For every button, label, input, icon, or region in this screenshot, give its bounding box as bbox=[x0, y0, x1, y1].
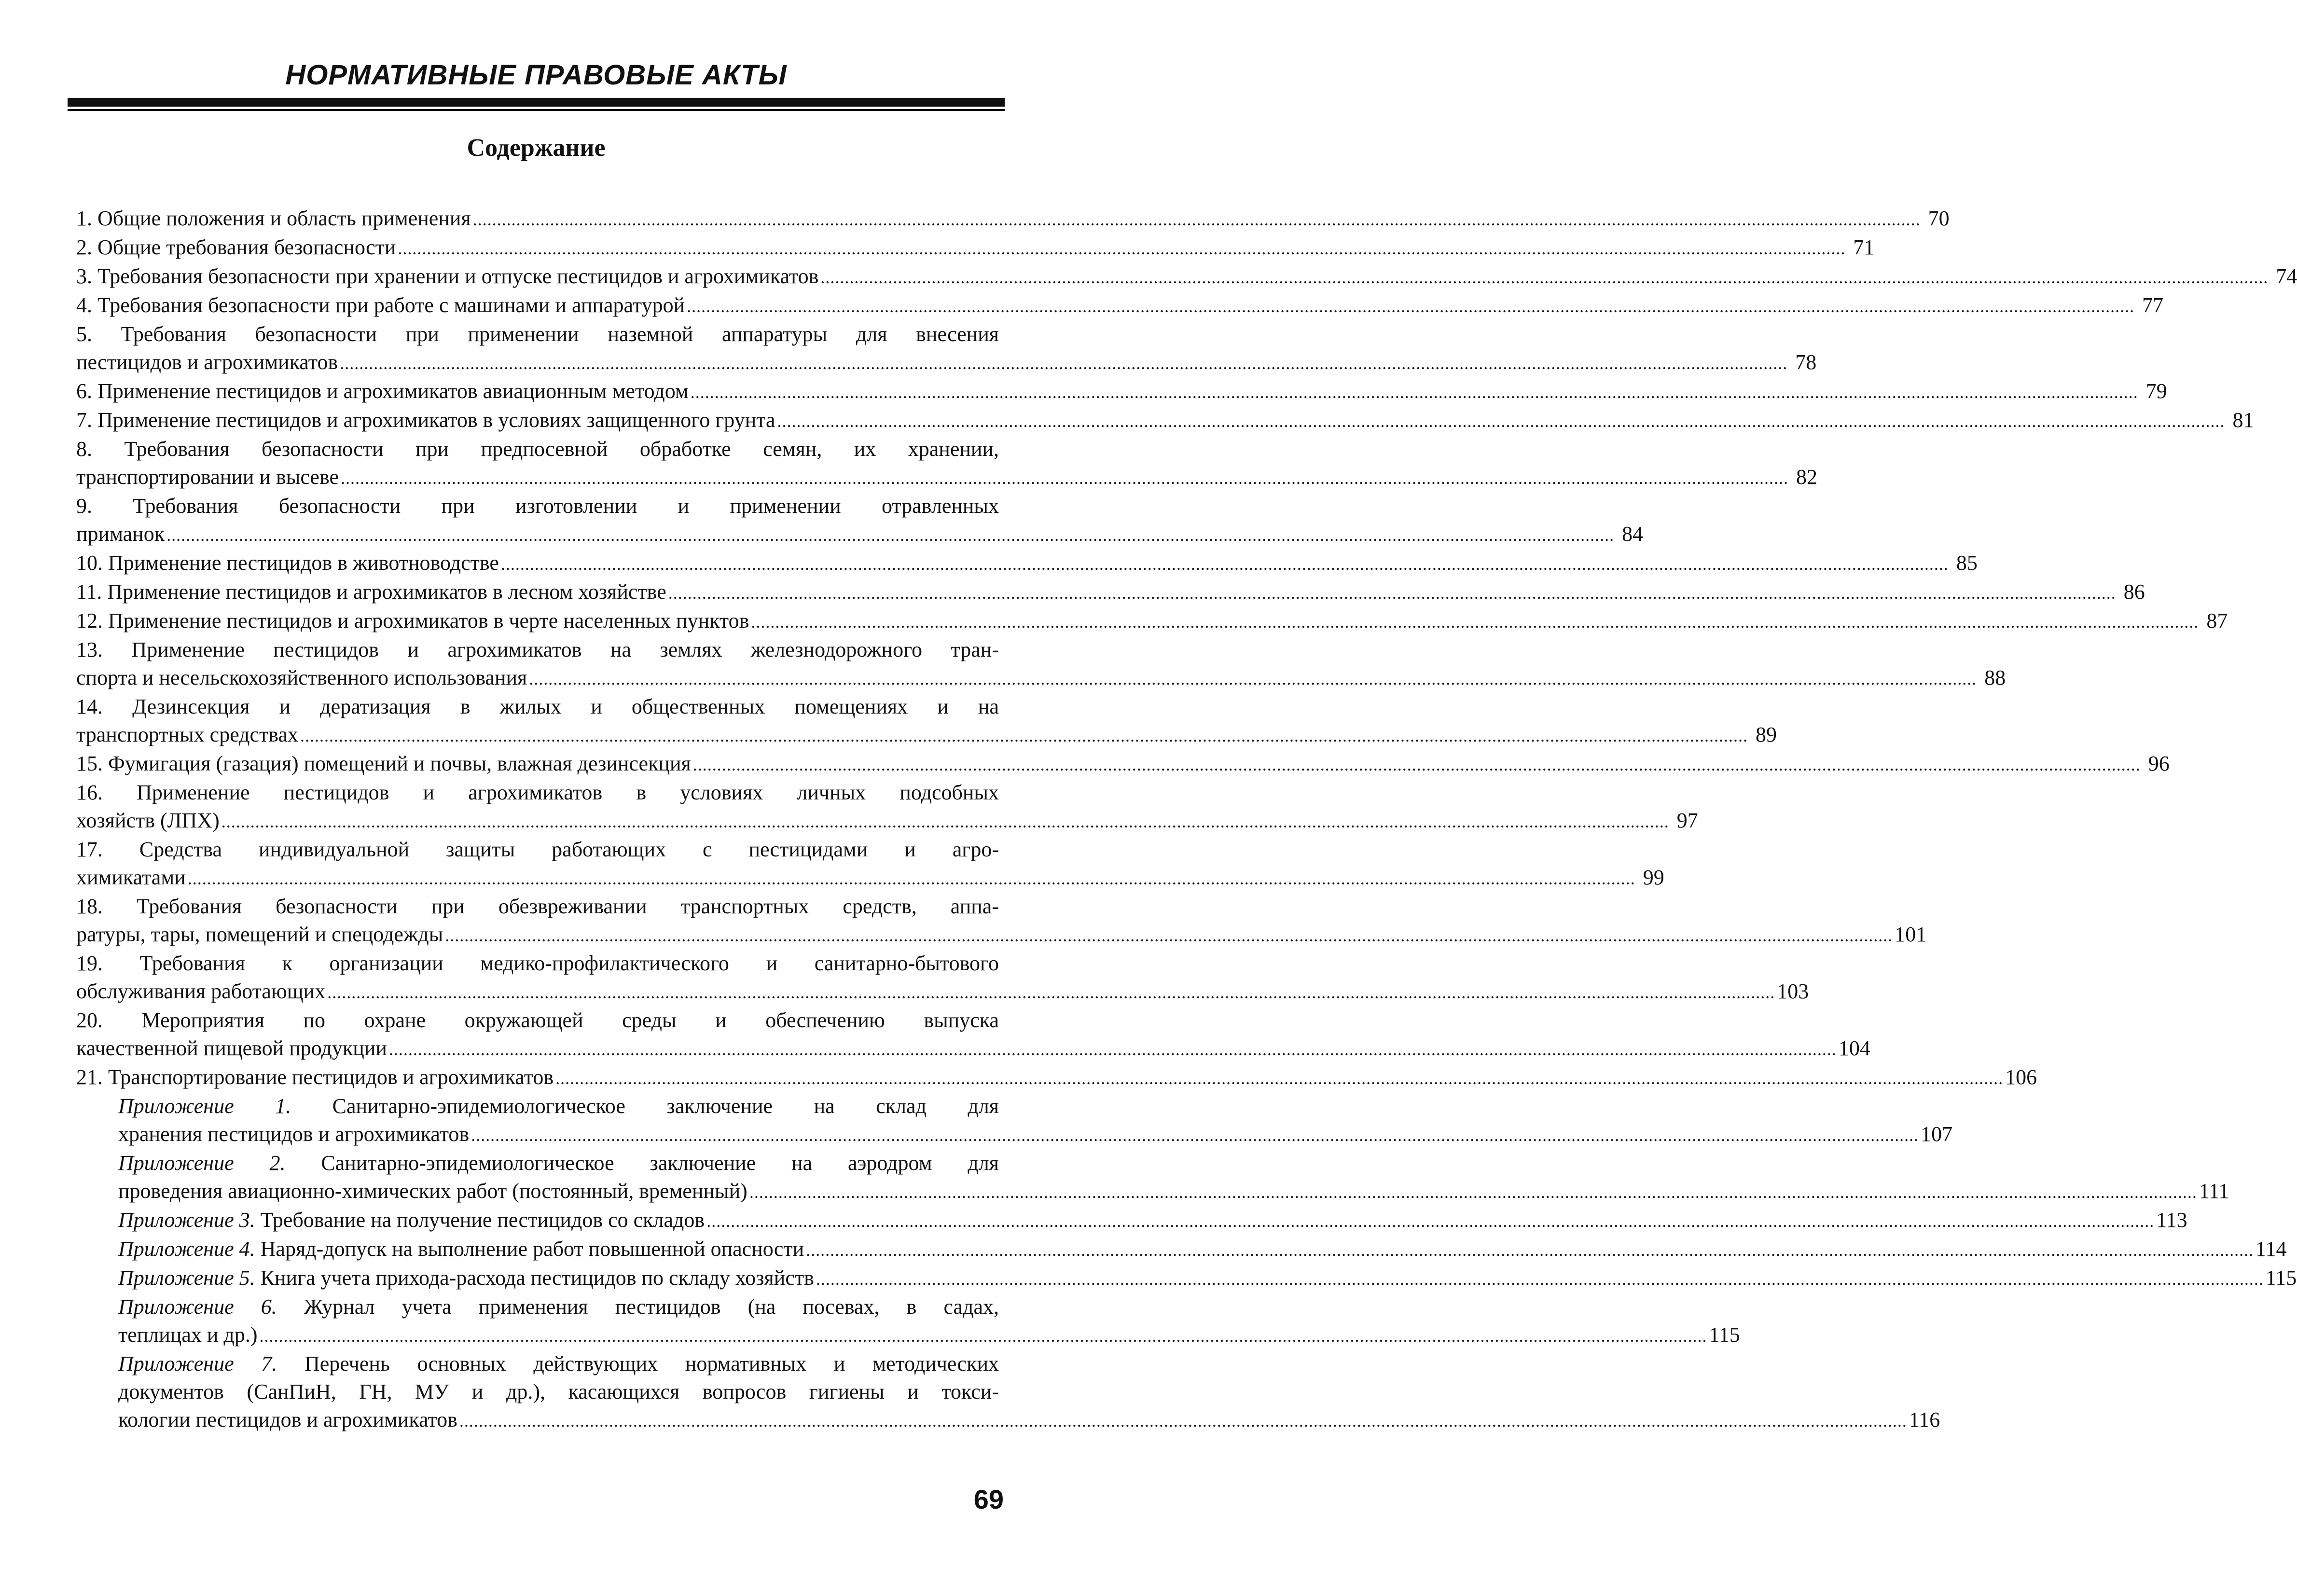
toc-appendix-entry bbox=[76, 1206, 2187, 1235]
toc-entry-last-line bbox=[118, 1264, 2297, 1293]
toc-page-number: 103 bbox=[1777, 979, 1809, 1003]
toc-entry-last-line bbox=[76, 864, 1664, 893]
toc-entry bbox=[76, 205, 1950, 234]
appendix-label: Приложение 6. bbox=[118, 1295, 277, 1319]
toc-entry-text-line bbox=[76, 893, 999, 921]
toc-page-number: 81 bbox=[2232, 408, 2254, 432]
toc-entry bbox=[76, 779, 1698, 836]
toc-entry-text: приманок bbox=[76, 522, 165, 546]
toc-entry-text: 6. Применение пестицидов и агрохимикатов авиационным методом bbox=[76, 379, 689, 403]
toc-page-number: 114 bbox=[2255, 1237, 2287, 1261]
appendix-label: Приложение 5. bbox=[118, 1266, 255, 1290]
dot-leader: ............................................................................................................................................................................................................................................................................................................ bbox=[820, 268, 2269, 287]
toc-entry-last-line bbox=[76, 807, 1698, 836]
toc-entry bbox=[76, 262, 2297, 291]
toc-entry-text: спорта и несельскохозяйственного использования bbox=[76, 666, 527, 689]
toc-entry-text: 13. Применение пестицидов и агрохимикатов на землях железнодорожного тран- bbox=[76, 638, 999, 661]
dot-leader: ............................................................................................................................................................................................................................................................................................................ bbox=[166, 525, 1615, 545]
toc-entry-text: транспортировании и высеве bbox=[76, 465, 339, 489]
toc-entry bbox=[76, 1063, 2037, 1092]
toc-entry-last-line bbox=[118, 1406, 1940, 1435]
toc-entry-text: Перечень основных действующих нормативных и методических bbox=[277, 1352, 999, 1376]
toc-entry-text: документов (СанПиН, ГН, МУ и др.), касающихся вопросов гигиены и токси- bbox=[118, 1380, 999, 1403]
toc-entry-text: химикатами bbox=[76, 866, 186, 889]
toc-entry-text: 11. Применение пестицидов и агрохимикатов в лесном хозяйстве bbox=[76, 580, 666, 604]
toc-page-number: 115 bbox=[1709, 1323, 1740, 1347]
dot-leader: ............................................................................................................................................................................................................................................................................................................ bbox=[687, 297, 2135, 316]
appendix-label: Приложение 3. bbox=[118, 1208, 255, 1232]
toc-page-number: 101 bbox=[1895, 922, 1927, 946]
dot-leader: ............................................................................................................................................................................................................................................................................................................ bbox=[777, 412, 2225, 431]
toc-entry-text-line bbox=[76, 949, 999, 977]
toc-entry-text: 7. Применение пестицидов и агрохимикатов в условиях защищенного грунта bbox=[76, 408, 775, 432]
toc-page-number: 104 bbox=[1838, 1036, 1870, 1060]
toc-entry-last-line bbox=[76, 262, 2297, 291]
toc-entry bbox=[76, 291, 2164, 320]
toc-entry bbox=[76, 320, 1817, 377]
toc-entry-last-line bbox=[76, 977, 1809, 1006]
toc-entry-text: пестицидов и агрохимикатов bbox=[76, 350, 338, 374]
toc-appendix-entry bbox=[76, 1293, 1740, 1350]
header-rule-thick bbox=[68, 98, 1005, 107]
toc-page-number: 96 bbox=[2148, 752, 2170, 775]
toc-entry-last-line bbox=[118, 1321, 1740, 1350]
toc-entry-text-line bbox=[76, 693, 999, 721]
toc-entry-text: обслуживания работающих bbox=[76, 979, 326, 1003]
toc-entry-text: хозяйств (ЛПХ) bbox=[76, 809, 220, 832]
toc-page-number: 87 bbox=[2206, 609, 2228, 633]
toc-appendix-entry bbox=[76, 1350, 1940, 1435]
toc-entry-text: 3. Требования безопасности при хранении и отпуске пестицидов и агрохимикатов bbox=[76, 264, 819, 288]
toc-entry-last-line bbox=[118, 1120, 1953, 1149]
toc-page-number: 116 bbox=[1909, 1408, 1940, 1431]
page-number: 69 bbox=[973, 1484, 1004, 1514]
dot-leader: ............................................................................................................................................................................................................................................................................................................ bbox=[500, 554, 1949, 574]
toc-entry-text-line bbox=[118, 1149, 999, 1177]
toc-entry-text: 17. Средства индивидуальной защиты работающих с пестицидами и агро- bbox=[76, 838, 999, 861]
toc-entry-last-line bbox=[118, 1206, 2187, 1235]
toc-entry-text-line bbox=[76, 779, 999, 807]
toc-entry-text: Приложение 3. Требование на получение пестицидов со складов bbox=[118, 1208, 705, 1232]
toc-page-number: 84 bbox=[1622, 522, 1644, 546]
toc-page-number: 74 bbox=[2276, 264, 2297, 288]
toc-entry-last-line bbox=[76, 348, 1817, 377]
toc-entry-text: 5. Требования безопасности при применении наземной аппаратуры для внесения bbox=[76, 322, 999, 346]
toc-entry-text: 4. Требования безопасности при работе с машинами и аппаратурой bbox=[76, 293, 685, 317]
toc-entry-text: Приложение 4. Наряд-допуск на выполнение работ повышенной опасности bbox=[118, 1237, 804, 1261]
toc-entry-last-line bbox=[76, 377, 2167, 406]
toc-entry bbox=[76, 578, 2145, 607]
toc-entry bbox=[76, 492, 1644, 549]
toc-entry-last-line bbox=[76, 578, 2145, 607]
toc-entry-last-line bbox=[76, 721, 1777, 750]
dot-leader: ............................................................................................................................................................................................................................................................................................................ bbox=[187, 869, 1635, 888]
toc-entry-text-line bbox=[118, 1293, 999, 1321]
dot-leader: ............................................................................................................................................................................................................................................................................................................ bbox=[300, 726, 1748, 745]
toc-entry bbox=[76, 750, 2170, 779]
dot-leader: ............................................................................................................................................................................................................................................................................................................ bbox=[690, 383, 2138, 402]
toc-page-number: 97 bbox=[1676, 809, 1698, 832]
toc-entry-text: 12. Применение пестицидов и агрохимикатов в черте населенных пунктов bbox=[76, 609, 749, 633]
toc-entry-text: 15. Фумигация (газация) помещений и почвы, влажная дезинсекция bbox=[76, 752, 691, 775]
toc-entry-last-line bbox=[76, 234, 1875, 262]
toc-entry-text: 14. Дезинсекция и дератизация в жилых и общественных помещениях и на bbox=[76, 695, 999, 718]
toc-entry bbox=[76, 636, 2006, 693]
toc-entry-text-line bbox=[76, 636, 999, 664]
dot-leader: ............................................................................................................................................................................................................................................................................................................ bbox=[806, 1240, 2254, 1260]
toc-page-number: 78 bbox=[1795, 350, 1817, 374]
toc-page-number: 88 bbox=[1984, 666, 2006, 689]
toc-entry-last-line bbox=[76, 291, 2164, 320]
toc-page-number: 79 bbox=[2145, 379, 2167, 403]
dot-leader: ............................................................................................................................................................................................................................................................................................................ bbox=[749, 1183, 2197, 1202]
toc-entry-last-line bbox=[76, 607, 2228, 636]
toc-entry-last-line bbox=[76, 205, 1950, 234]
toc-entry-text: 10. Применение пестицидов в животноводстве bbox=[76, 551, 499, 575]
toc-entry-text-line bbox=[118, 1350, 999, 1378]
toc-entry-last-line bbox=[76, 520, 1644, 549]
toc-page-number: 107 bbox=[1921, 1122, 1953, 1146]
toc-entry bbox=[76, 693, 1777, 750]
toc-entry bbox=[76, 406, 2254, 435]
toc-appendix-entry bbox=[76, 1235, 2287, 1264]
dot-leader: ............................................................................................................................................................................................................................................................................................................ bbox=[472, 210, 1921, 229]
toc-page-number: 71 bbox=[1853, 235, 1875, 259]
toc-page-number: 106 bbox=[2005, 1065, 2037, 1089]
toc-entry-last-line bbox=[76, 1063, 2037, 1092]
dot-leader: ............................................................................................................................................................................................................................................................................................................ bbox=[340, 354, 1788, 373]
toc-entry-last-line bbox=[76, 549, 1978, 578]
toc-entry-text: 8. Требования безопасности при предпосевной обработке семян, их хранении, bbox=[76, 437, 999, 461]
toc-page-number: 86 bbox=[2123, 580, 2145, 604]
toc-entry-last-line bbox=[76, 664, 2006, 693]
toc-entry bbox=[76, 607, 2228, 636]
dot-leader: ............................................................................................................................................................................................................................................................................................................ bbox=[692, 755, 2141, 774]
toc-entry-text: проведения авиационно-химических работ (постоянный, временный) bbox=[118, 1179, 747, 1203]
dot-leader: ............................................................................................................................................................................................................................................................................................................ bbox=[259, 1326, 1707, 1346]
toc-entry-text: 19. Требования к организации медико-профилактического и санитарно-бытового bbox=[76, 951, 999, 975]
toc-page-number: 89 bbox=[1756, 723, 1777, 746]
dot-leader: ............................................................................................................................................................................................................................................................................................................ bbox=[327, 983, 1775, 1002]
toc-entry-last-line bbox=[76, 921, 1927, 949]
header-rule-thin bbox=[68, 109, 1005, 111]
toc-entry-last-line bbox=[118, 1177, 2229, 1206]
appendix-label: Приложение 4. bbox=[118, 1237, 255, 1261]
toc-entry-text-line bbox=[76, 435, 999, 463]
toc-entry bbox=[76, 377, 2167, 406]
toc-title: Содержание bbox=[467, 134, 606, 162]
toc-appendix-entry bbox=[76, 1092, 1953, 1149]
dot-leader: ............................................................................................................................................................................................................................................................................................................ bbox=[751, 612, 2199, 632]
toc-page-number: 115 bbox=[2265, 1266, 2297, 1290]
toc-entry bbox=[76, 893, 1927, 949]
toc-page-number: 113 bbox=[2156, 1208, 2187, 1232]
toc-entry-text: 16. Применение пестицидов и агрохимикатов в условиях личных подсобных bbox=[76, 781, 999, 804]
toc-entry-last-line bbox=[76, 1034, 1870, 1063]
toc-entry bbox=[76, 1006, 1870, 1063]
toc-entry bbox=[76, 234, 1875, 262]
toc-entry-text-line bbox=[76, 1006, 999, 1034]
dot-leader: ............................................................................................................................................................................................................................................................................................................ bbox=[706, 1211, 2155, 1231]
toc-entry-last-line bbox=[76, 463, 1818, 492]
dot-leader: ............................................................................................................................................................................................................................................................................................................ bbox=[459, 1411, 1907, 1431]
toc-page-number: 85 bbox=[1956, 551, 1978, 575]
dot-leader: ............................................................................................................................................................................................................................................................................................................ bbox=[668, 583, 2116, 603]
toc-entry-text-line bbox=[118, 1092, 999, 1120]
toc-page-number: 70 bbox=[1928, 206, 1950, 230]
toc-entry-last-line bbox=[76, 750, 2170, 779]
toc-entry-text: 9. Требования безопасности при изготовлении и применении отравленных bbox=[76, 494, 999, 518]
toc-entry-text: ратуры, тары, помещений и спецодежды bbox=[76, 922, 443, 946]
table-of-contents bbox=[76, 205, 2297, 1435]
toc-entry-text: Приложение 5. Книга учета прихода-расхода пестицидов по складу хозяйств bbox=[118, 1266, 814, 1290]
toc-entry-text: 18. Требования безопасности при обезвреживании транспортных средств, аппа- bbox=[76, 894, 999, 918]
toc-page-number: 99 bbox=[1643, 866, 1664, 889]
toc-entry bbox=[76, 836, 1664, 893]
toc-entry-text: кологии пестицидов и агрохимикатов bbox=[118, 1408, 457, 1431]
dot-leader: ............................................................................................................................................................................................................................................................................................................ bbox=[816, 1269, 2264, 1289]
dot-leader: ............................................................................................................................................................................................................................................................................................................ bbox=[398, 239, 1846, 258]
toc-entry-text: Санитарно-эпидемиологическое заключение на склад для bbox=[291, 1094, 999, 1118]
toc-entry-text: транспортных средствах bbox=[76, 723, 299, 746]
toc-entry-text: качественной пищевой продукции bbox=[76, 1036, 387, 1060]
toc-page-number: 111 bbox=[2199, 1179, 2229, 1203]
appendix-label: Приложение 1. bbox=[118, 1094, 291, 1118]
dot-leader: ............................................................................................................................................................................................................................................................................................................ bbox=[341, 468, 1789, 488]
toc-appendix-entry bbox=[76, 1149, 2229, 1206]
appendix-label: Приложение 7. bbox=[118, 1352, 277, 1376]
toc-entry-text: 20. Мероприятия по охране окружающей среды и обеспечению выпуска bbox=[76, 1008, 999, 1032]
dot-leader: ............................................................................................................................................................................................................................................................................................................ bbox=[529, 669, 1977, 688]
toc-entry-text: 1. Общие положения и область применения bbox=[76, 206, 471, 230]
toc-entry bbox=[76, 949, 1809, 1006]
toc-page-number: 77 bbox=[2142, 293, 2164, 317]
dot-leader: ............................................................................................................................................................................................................................................................................................................ bbox=[445, 926, 1893, 945]
dot-leader: ............................................................................................................................................................................................................................................................................................................ bbox=[221, 812, 1669, 831]
dot-leader: ............................................................................................................................................................................................................................................................................................................ bbox=[471, 1126, 1919, 1145]
toc-entry bbox=[76, 435, 1818, 492]
toc-entry-text-line bbox=[76, 836, 999, 864]
page-header: НОРМАТИВНЫЕ ПРАВОВЫЕ АКТЫ bbox=[285, 59, 787, 91]
dot-leader: ............................................................................................................................................................................................................................................................................................................ bbox=[555, 1069, 2004, 1088]
toc-entry-last-line bbox=[76, 406, 2254, 435]
toc-entry-text: 21. Транспортирование пестицидов и агрохимикатов bbox=[76, 1065, 554, 1089]
toc-entry-text: 2. Общие требования безопасности bbox=[76, 235, 396, 259]
appendix-label: Приложение 2. bbox=[118, 1151, 286, 1175]
toc-entry bbox=[76, 549, 1978, 578]
toc-entry-text: Санитарно-эпидемиологическое заключение на аэродром для bbox=[285, 1151, 999, 1175]
toc-entry-text: Журнал учета применения пестицидов (на посевах, в садах, bbox=[277, 1295, 999, 1319]
toc-entry-text: теплицах и др.) bbox=[118, 1323, 258, 1347]
toc-entry-text: хранения пестицидов и агрохимикатов bbox=[118, 1122, 470, 1146]
toc-entry-text-line bbox=[118, 1378, 999, 1406]
dot-leader: ............................................................................................................................................................................................................................................................................................................ bbox=[388, 1040, 1837, 1059]
toc-entry-last-line bbox=[118, 1235, 2287, 1264]
toc-page-number: 82 bbox=[1796, 465, 1818, 489]
toc-entry-text-line bbox=[76, 320, 999, 348]
toc-entry-text-line bbox=[76, 492, 999, 520]
toc-appendix-entry bbox=[76, 1264, 2297, 1293]
